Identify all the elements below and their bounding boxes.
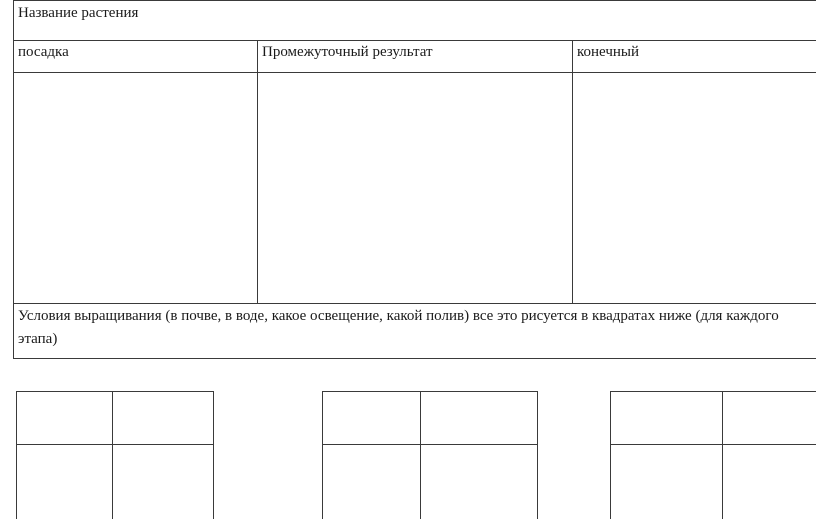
grid-2-left bbox=[322, 391, 323, 519]
column-header-planting: посадка bbox=[18, 44, 69, 60]
table-body-divider bbox=[13, 303, 816, 304]
condition-grid-3 bbox=[610, 391, 816, 519]
grid-1-left bbox=[16, 391, 17, 519]
grid-2-mid bbox=[322, 444, 538, 445]
grid-1-mid bbox=[16, 444, 214, 445]
grid-3-top bbox=[610, 391, 816, 392]
grid-1-top bbox=[16, 391, 214, 392]
column-header-final: конечный bbox=[577, 44, 640, 60]
grid-3-left bbox=[610, 391, 611, 519]
grid-1-center bbox=[112, 391, 113, 519]
grid-3-mid bbox=[610, 444, 816, 445]
condition-grid-2 bbox=[322, 391, 538, 519]
grid-2-center bbox=[420, 391, 421, 519]
condition-grid-1 bbox=[16, 391, 214, 519]
plant-name-label: Название растения bbox=[18, 5, 139, 21]
cell-intermediate-drawing[interactable] bbox=[258, 73, 572, 303]
grid-2-right bbox=[537, 391, 538, 519]
cell-planting-drawing[interactable] bbox=[14, 73, 257, 303]
table-bottom-border bbox=[13, 358, 816, 359]
growing-conditions-text-continued: этапа) bbox=[18, 331, 58, 347]
grid-2-top bbox=[322, 391, 538, 392]
grid-1-right bbox=[213, 391, 214, 519]
grid-3-center bbox=[722, 391, 723, 519]
column-header-intermediate: Промежуточный результат bbox=[262, 44, 433, 60]
table-top-border bbox=[13, 0, 816, 1]
cell-final-drawing[interactable] bbox=[573, 73, 816, 303]
growing-conditions-text: Условия выращивания (в почве, в воде, какое освещение, какой полив) все это рисуется в квадратах ниже (для каждого bbox=[18, 308, 779, 324]
